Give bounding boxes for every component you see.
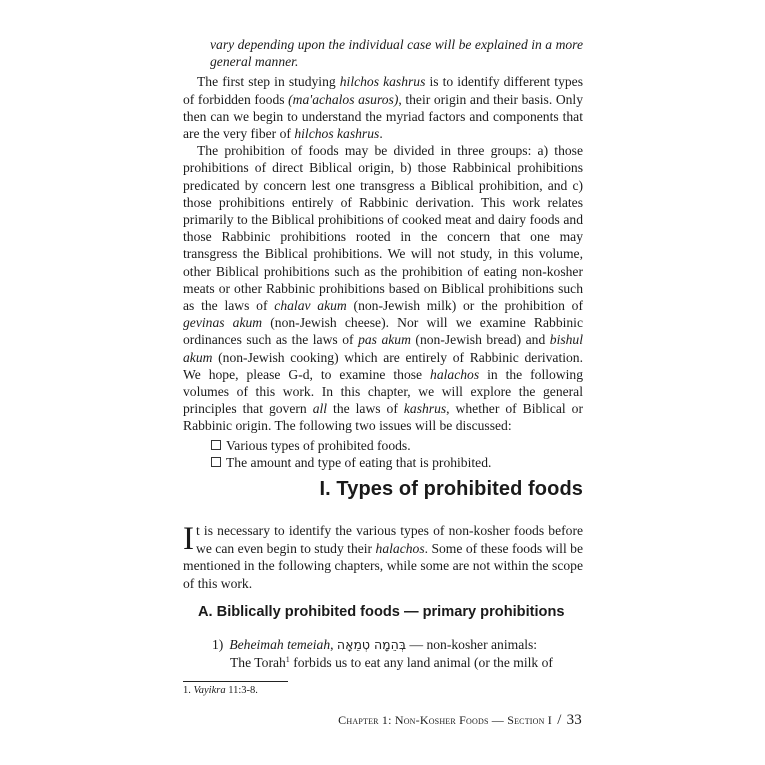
footer-dash: — [488,713,508,727]
text-run: , their origin and their basis. Only then can we begin to understand the myriad factors and components that are the very fiber of [183,91,584,142]
continuation-paragraph [183,36,583,70]
checklist-item [211,454,583,472]
italic-term: chalav akum [274,298,347,314]
footnote-text: 11:3-8. [225,685,258,696]
text-run: . Some of these foods will be mentioned in the following chapters, while some are not within the scope of this work. [183,540,583,591]
text-run: The first step in studying [197,74,340,90]
drop-cap: I [183,521,194,557]
page-number: 33 [566,712,582,728]
footer-separator: / [557,712,562,728]
numbered-item-1: 1) Beheimah temeiah, בְּהֵמָה טְמֵאָה — non-kosher animals: The Torah$^1$ forbids us to eat any land animal (or the milk of [212,636,583,671]
text-run: forbids us to eat any land animal (or the milk of [289,654,553,670]
subsection-heading: A. Biblically prohibited foods — primary prohibitions [198,604,565,620]
text-run: t is necessary to identify the various types of non-kosher foods before we can even begin to study their [196,523,583,556]
footnote-number: 1. [183,685,194,696]
issues-checklist [183,437,583,472]
italic-term: kashrus [403,401,447,417]
running-footer [338,712,582,729]
checklist-item [211,437,583,455]
paragraph-first-step [183,73,583,142]
text-run: the laws of [327,401,404,417]
section-heading: I. Types of prohibited foods [319,478,583,500]
checklist-item-label: Various types of prohibited foods. [226,437,411,453]
italic-term: pas akum [358,332,411,348]
text-run: (non-Jewish cheese). Nor will we examine Rabbinic ordinances such as the laws of [183,315,583,348]
italic-term: hilchos kashrus [339,74,426,90]
section-intro-paragraph [183,522,583,592]
text-run: . [379,126,383,142]
hebrew-term: בְּהֵמָה טְמֵאָה [336,637,407,652]
italic-term: hilchos kashrus [294,126,380,142]
footnote-reference: Vayikra [193,685,226,696]
text-run: (non-Jewish milk) or the prohibition of [346,298,584,314]
footnote-marker[interactable]: 1 [285,654,290,664]
body-text-top [183,36,583,472]
text-run: (non-Jewish cooking) which are entirely of Rabbinic derivation. We hope, please G-d, to examine those [183,349,583,382]
text-run: The Torah [230,654,286,670]
text-run: — non-kosher animals: [406,637,538,652]
checkbox-square-icon [211,457,221,467]
italic-term: (ma'achalos asuros) [288,91,399,107]
italic-term: halachos [430,366,480,382]
checklist-item-label: The amount and type of eating that is prohibited. [226,455,492,471]
footnote [183,685,258,696]
continuation-line-2: more general manner. [210,37,583,70]
italic-term: gevinas akum [183,315,263,331]
text-run: in the following volumes of this work. In this chapter, we will explore the general principles that govern [183,366,583,417]
text-run: is to identify different types of forbidden foods [183,74,583,107]
item-term: Beheimah temeiah [229,637,331,652]
italic-term: bishul akum [183,332,583,365]
item-text-line [212,654,583,672]
footnote-divider [183,681,288,682]
footer-chapter: Chapter 1: Non-Kosher Foods [338,713,489,727]
paragraph-prohibition-groups [183,142,583,434]
text-run: , whether of Biblical or Rabbinic origin. The following two issues will be discussed: [183,401,583,434]
item-number: 1) [212,637,224,652]
italic-term: all [312,401,328,417]
checkbox-square-icon [211,440,221,450]
text-run: (non-Jewish bread) and [410,332,550,348]
continuation-line-1: vary depending upon the individual case will be explained in a [210,37,553,52]
text-run: The prohibition of foods may be divided in three groups: a) those prohibitions of direct Biblical origin, b) those Rabbinical prohibitions predicated by concern lest one transgress a Biblical prohibition, and c) those prohibitions entirely of Rabbinic derivation. This work relates primarily to the Biblical prohibitions of cooked meat and dairy foods and those Rabbinic prohibitions rooted in the concern that one may transgress the Biblical prohibitions. We will not study, in this volume, other Biblical prohibitions such as the prohibition of eating non-kosher meats or other Rabbinic prohibitions based on Biblical prohibitions such as the laws of [183,143,583,314]
italic-term: halachos [375,540,425,556]
footer-section: Section I [507,713,553,727]
